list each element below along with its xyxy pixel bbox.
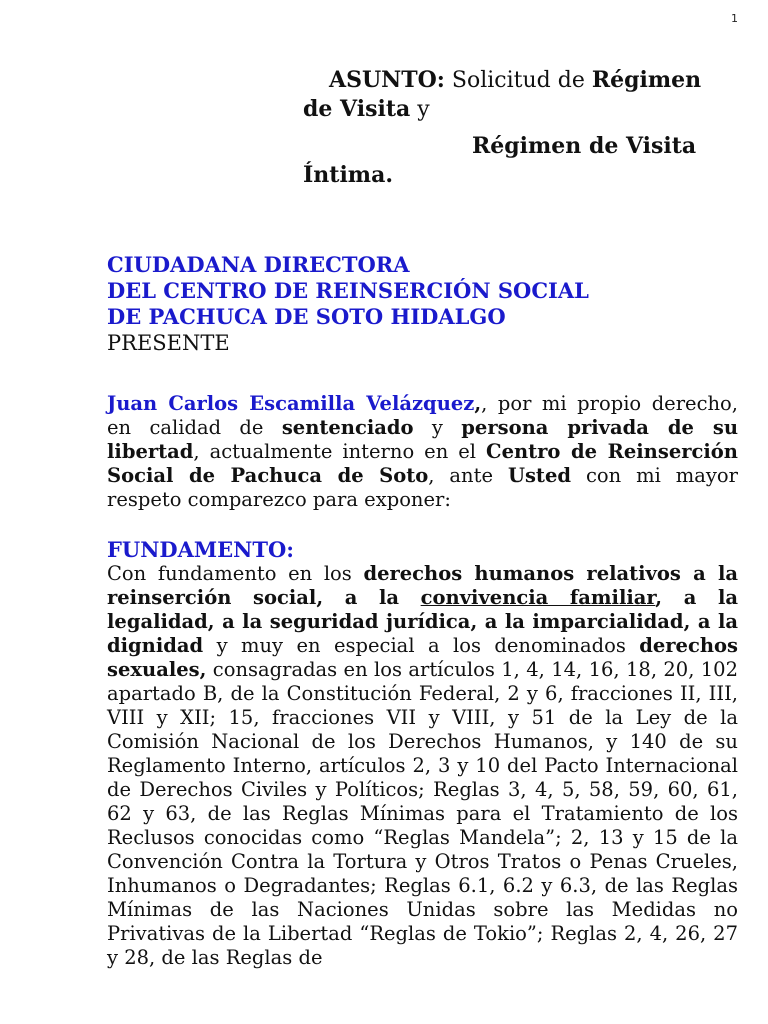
intro-bold-1: sentenciado xyxy=(281,416,414,439)
fund-bold-2: , a la legalidad, a la seguridad jurídica, a la imparcialidad, a la dignidad xyxy=(107,586,738,657)
fundamento-heading: FUNDAMENTO: xyxy=(107,537,295,562)
intro-text-6: con mi mayor respeto comparezco para exponer: xyxy=(107,464,738,511)
subject-label: ASUNTO: xyxy=(329,67,445,93)
subject-text-2: y xyxy=(410,97,430,122)
fundamento-paragraph xyxy=(107,562,738,970)
intro-text-5: , ante xyxy=(428,464,508,487)
fund-bold-1: derechos humanos relativos a la reinserción social, a la xyxy=(107,562,738,609)
petitioner-name: Juan Carlos Escamilla Velázquez xyxy=(107,392,475,415)
subject-bold-3: Régimen de Visita xyxy=(472,133,697,159)
intro-comma: , xyxy=(474,392,482,415)
subject-bold-4: Íntima. xyxy=(303,162,393,188)
subject-line-4 xyxy=(303,161,723,190)
fund-text-2: y muy en especial a los denominados xyxy=(203,634,640,657)
addressee-block xyxy=(107,252,589,356)
intro-paragraph xyxy=(107,392,738,512)
subject-text-1: Solicitud de xyxy=(444,68,592,93)
intro-text-3: y xyxy=(413,416,462,439)
addressee-line-2: DEL CENTRO DE REINSERCIÓN SOCIAL xyxy=(107,278,589,303)
addressee-line-4: PRESENTE xyxy=(107,331,230,355)
addressee-line-3: DE PACHUCA DE SOTO HIDALGO xyxy=(107,304,506,329)
fund-bold-3: derechos sexuales, xyxy=(107,634,738,681)
fund-underline-1: convivencia familiar xyxy=(420,586,656,609)
intro-text-2: , en calidad de xyxy=(107,392,738,439)
intro-bold-4: Usted xyxy=(507,464,571,487)
fund-text-3: consagradas en los artículos 1, 4, 14, 16, 18, 20, 102 apartado B, de la Constitución Federal, 2 y 6, fracciones II, III, VIII y XII; 15, fracciones VII y VIII, y 51 de la Ley de la Comisión Nacional de los Derechos Humanos, y 140 de su Reglamento Interno, artículos 2, 3 y 10 del Pacto Internacional de Derechos Civiles y Políticos; Reglas 3, 4, 5, 58, 59, 60, 61, 62 y 63, de las Reglas Mínimas para el Tratamiento de los Reclusos conocidas como “Reglas Mandela”; 2, 13 y 15 de la Convención Contra la Tortura y Otros Tratos o Penas Crueles, Inhumanos o Degradantes; Reglas 6.1, 6.2 y 6.3, de las Reglas Mínimas de las Naciones Unidas sobre las Medidas no Privativas de la Libertad “Reglas de Tokio”; Reglas 2, 4, 26, 27 y 28, de las Reglas de xyxy=(107,658,738,969)
subject-bold-2: de Visita xyxy=(303,96,411,122)
subject-block xyxy=(303,66,723,190)
addressee-line-1: CIUDADANA DIRECTORA xyxy=(107,252,410,277)
fund-text-1: Con fundamento en los xyxy=(107,562,364,585)
intro-text-1: , por mi propio derecho xyxy=(481,392,732,415)
intro-bold-3: Centro de Reinserción Social de Pachuca de Soto xyxy=(107,440,738,487)
subject-line-2 xyxy=(303,95,723,124)
intro-text-4: , actualmente interno en el xyxy=(193,440,487,463)
page-number: 1 xyxy=(731,12,738,25)
subject-bold-1: Régimen xyxy=(591,67,702,93)
subject-line-1 xyxy=(303,66,723,95)
subject-line-3 xyxy=(303,132,723,161)
intro-bold-2: persona privada de su libertad xyxy=(107,416,739,463)
